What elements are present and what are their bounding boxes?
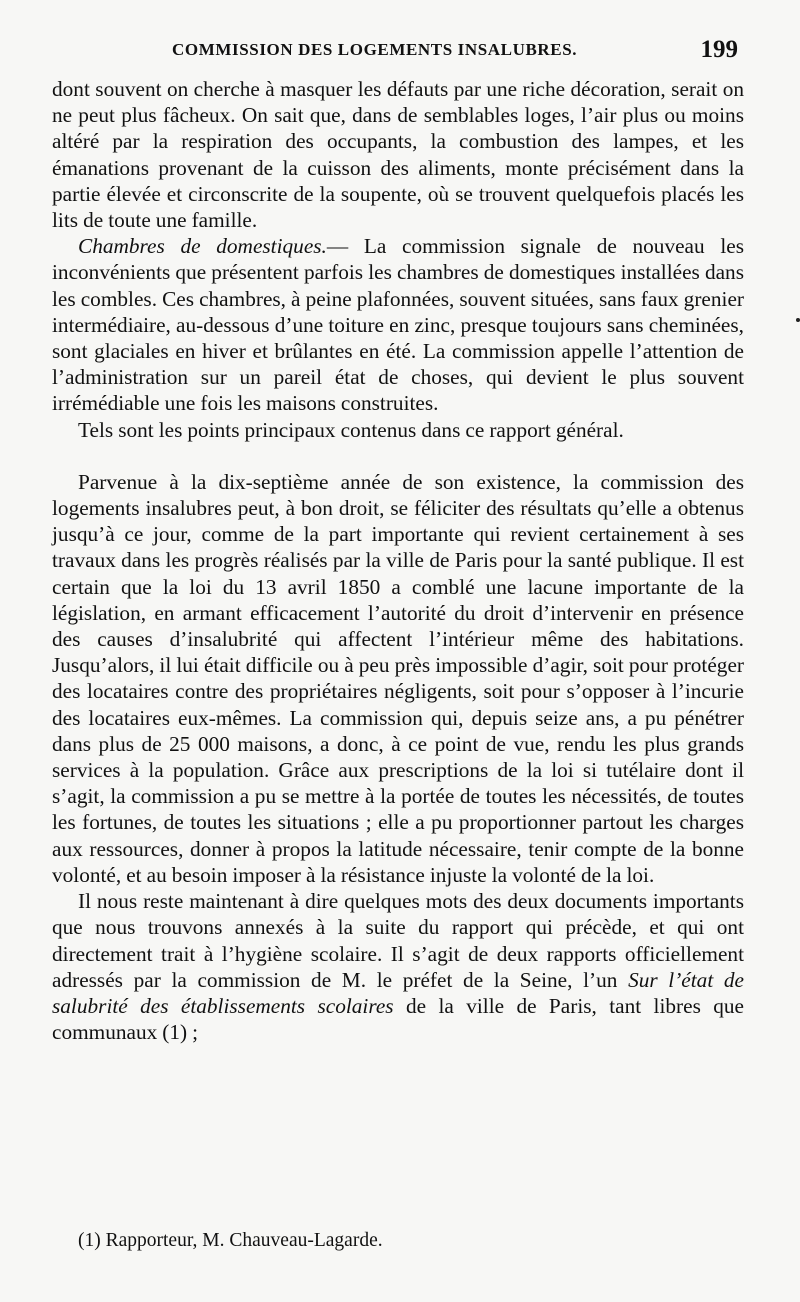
paragraph-school-hygiene [52,888,744,1045]
paragraph-commission-results [52,469,744,888]
paragraph-text: dont souvent on cherche à masquer les défauts par une riche décoration, serait on ne peut plus fâcheux. On sait que, dans de semblables loges, l’air plus ou moins altéré par la respiration des occupants, la combustion des lampes, et les émanations provenant de la cuisson des aliments, monte précisément dans la partie élevée et circonscrite de la soupente, où se trouvent quelquefois placés les lits de toute une famille. [52,77,744,233]
paragraph-text: — La commission signale de nouveau les inconvénients que présentent parfois les chambres de domestiques installées dans les combles. Ces chambres, à peine plafonnées, souvent situées, sans faux grenier intermédiaire, au-dessous d’une toiture en zinc, presque toujours sans cheminées, sont glaciales en hiver et brûlantes en été. La commission appelle l’attention de l’administration sur un pareil état de choses, qui devient le plus souvent irrémédiable une fois les maisons construites. [52,234,745,416]
italic-title: Sur l’état de salubrité des établissements scolaires [52,967,744,1018]
page-header [50,38,742,68]
paragraph-text: Il nous reste maintenant à dire quelques mots des deux documents importants que nous trouvons annexés à la suite du rapport qui précède, et qui ont directement trait à l’hygiène scolaire. Il s’agit de deux rapports officiellement adressés par la commission de M. le préfet de la Seine, l’un [52,889,744,992]
page-number: 199 [700,36,738,63]
paragraph-text: de la ville de Paris, tant libres que communaux (1) ; [52,993,744,1045]
body-text [52,76,744,1045]
paragraph-summary [52,417,744,443]
paragraph-servants-rooms [52,233,744,416]
paragraph-text: Tels sont les points principaux contenus dans ce rapport général. [78,417,624,442]
footnote: (1) Rapporteur, M. Chauveau-Lagarde. [78,1230,383,1251]
paragraph-continuation [52,76,744,233]
running-head: COMMISSION DES LOGEMENTS INSALUBRES. [172,40,578,59]
ink-mark [796,318,800,322]
section-lead: Chambres de domestiques. [78,234,327,259]
paragraph-text: Parvenue à la dix-septième année de son existence, la commission des logements insalubres peut, à bon droit, se féliciter des résultats qu’elle a obtenus jusqu’à ce jour, comme de la part importante qui revient certainement à ses travaux dans les progrès réalisés par la ville de Paris pour la santé publique. Il est certain que la loi du 13 avril 1850 a comblé une lacune importante de la législation, en armant efficacement l’autorité du droit d’intervenir en présence des causes d’insalubrité qui affectent l’intérieur même des habitations. Jusqu’alors, il lui était difficile ou à peu près impossible d’agir, soit pour protéger des locataires contre des propriétaires négligents, soit pour s’opposer à l’incurie des locataires eux-mêmes. La commission qui, depuis seize ans, a pu pénétrer dans plus de 25 000 maisons, a donc, à ce point de vue, rendu les plus grands services à la population. Grâce aux prescriptions de la loi si tutélaire dont il s’agit, la commission a pu se mettre à la portée de toutes les nécessités, de toutes les fortunes, de toutes les situations ; elle a pu proportionner partout les charges aux ressources, donner à propos la latitude nécessaire, tenir compte de la bonne volonté, et au besoin imposer à la résistance injuste la volonté de la loi. [52,469,744,887]
